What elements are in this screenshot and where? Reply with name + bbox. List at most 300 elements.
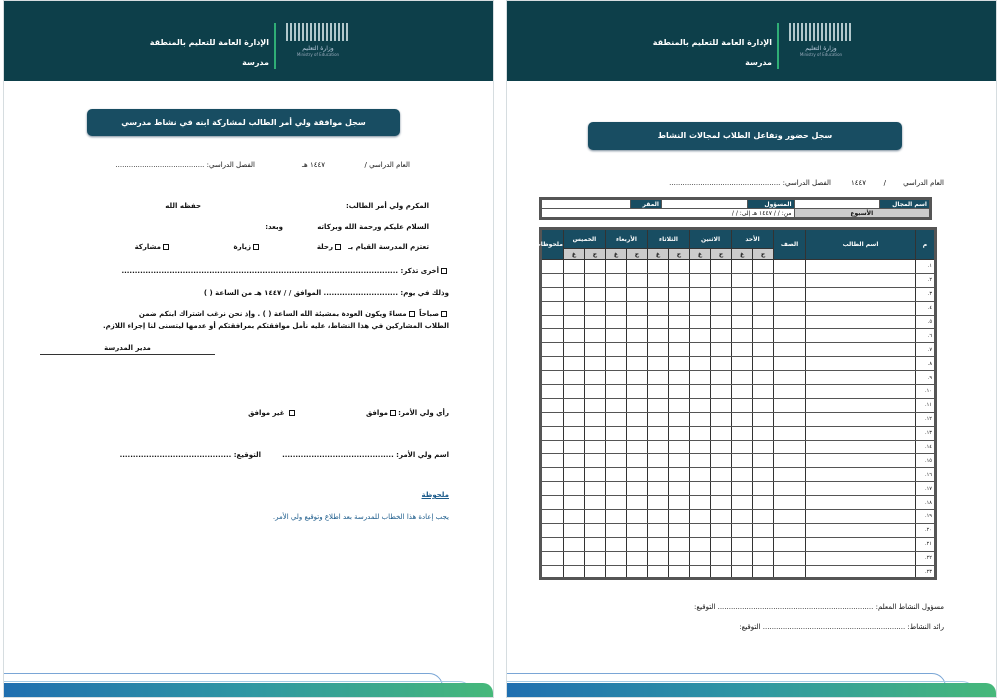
table-cell[interactable] (710, 551, 731, 565)
table-cell[interactable] (774, 482, 806, 496)
table-cell[interactable] (563, 468, 584, 482)
table-cell[interactable] (626, 412, 647, 426)
table-cell[interactable] (753, 537, 774, 551)
table-cell[interactable] (689, 426, 710, 440)
table-cell[interactable] (710, 329, 731, 343)
table-cell[interactable] (584, 301, 605, 315)
term-field[interactable]: الفصل الدراسي: ........................................ (115, 161, 255, 169)
table-cell[interactable] (710, 371, 731, 385)
table-cell[interactable] (626, 523, 647, 537)
table-cell[interactable] (626, 357, 647, 371)
table-cell[interactable] (710, 496, 731, 510)
table-cell[interactable] (689, 537, 710, 551)
table-cell[interactable] (753, 551, 774, 565)
leader-signature-line[interactable]: رائد النشاط: ................................................................ التوقيع: (739, 623, 944, 631)
table-cell[interactable] (710, 468, 731, 482)
table-cell[interactable] (647, 385, 668, 399)
table-cell[interactable] (806, 510, 916, 524)
table-cell[interactable] (605, 412, 626, 426)
checkbox[interactable] (289, 410, 295, 416)
table-cell[interactable] (689, 468, 710, 482)
table-cell[interactable] (605, 357, 626, 371)
table-cell[interactable] (541, 510, 564, 524)
option-disagree[interactable] (248, 409, 297, 417)
table-cell[interactable] (668, 510, 689, 524)
table-cell[interactable] (806, 287, 916, 301)
table-cell[interactable] (753, 426, 774, 440)
table-cell[interactable] (689, 343, 710, 357)
table-cell[interactable] (731, 468, 752, 482)
table-cell[interactable] (605, 398, 626, 412)
table-cell[interactable] (541, 454, 564, 468)
table-cell[interactable] (541, 426, 564, 440)
table-cell[interactable] (626, 496, 647, 510)
table-cell[interactable] (806, 468, 916, 482)
table-cell[interactable] (731, 315, 752, 329)
signature-field[interactable]: التوقيع: .......................................... (119, 451, 261, 459)
table-cell[interactable] (563, 426, 584, 440)
table-cell[interactable] (541, 468, 564, 482)
table-cell[interactable] (806, 412, 916, 426)
table-cell[interactable] (626, 454, 647, 468)
table-cell[interactable] (689, 301, 710, 315)
table-cell[interactable] (753, 287, 774, 301)
table-cell[interactable] (753, 343, 774, 357)
table-cell[interactable] (731, 551, 752, 565)
table-cell[interactable] (753, 398, 774, 412)
table-cell[interactable] (563, 315, 584, 329)
table-cell[interactable] (563, 412, 584, 426)
time-line[interactable] (139, 310, 449, 318)
table-cell[interactable] (753, 510, 774, 524)
table-cell[interactable] (647, 412, 668, 426)
table-cell[interactable] (563, 523, 584, 537)
table-cell[interactable] (689, 523, 710, 537)
table-cell[interactable] (710, 510, 731, 524)
table-cell[interactable] (626, 468, 647, 482)
table-cell[interactable] (584, 287, 605, 301)
table-cell[interactable] (731, 454, 752, 468)
table-cell[interactable] (605, 496, 626, 510)
table-cell[interactable] (731, 510, 752, 524)
table-cell[interactable] (774, 496, 806, 510)
table-cell[interactable] (689, 482, 710, 496)
table-cell[interactable] (731, 496, 752, 510)
table-cell[interactable] (806, 371, 916, 385)
table-cell[interactable] (806, 454, 916, 468)
table-cell[interactable] (668, 468, 689, 482)
table-cell[interactable] (541, 329, 564, 343)
table-cell[interactable] (806, 482, 916, 496)
table-cell[interactable] (774, 510, 806, 524)
table-cell[interactable] (626, 551, 647, 565)
table-cell[interactable] (541, 496, 564, 510)
table-cell[interactable] (605, 426, 626, 440)
option-participation[interactable] (135, 243, 171, 251)
table-cell[interactable] (647, 398, 668, 412)
table-cell[interactable] (668, 440, 689, 454)
table-cell[interactable] (710, 398, 731, 412)
table-cell[interactable] (731, 385, 752, 399)
table-cell[interactable] (605, 287, 626, 301)
checkbox[interactable] (335, 244, 341, 250)
table-cell[interactable] (731, 287, 752, 301)
table-cell[interactable] (806, 426, 916, 440)
table-cell[interactable] (668, 426, 689, 440)
table-cell[interactable] (774, 357, 806, 371)
table-cell[interactable] (605, 565, 626, 579)
table-cell[interactable] (774, 315, 806, 329)
table-cell[interactable] (689, 551, 710, 565)
checkbox[interactable] (409, 311, 415, 317)
table-cell[interactable] (806, 385, 916, 399)
table-cell[interactable] (626, 343, 647, 357)
table-cell[interactable] (668, 273, 689, 287)
field-input[interactable] (794, 199, 880, 209)
table-cell[interactable] (647, 260, 668, 274)
table-cell[interactable] (584, 537, 605, 551)
table-cell[interactable] (710, 273, 731, 287)
table-cell[interactable] (668, 260, 689, 274)
table-cell[interactable] (774, 343, 806, 357)
table-cell[interactable] (753, 565, 774, 579)
table-cell[interactable] (710, 315, 731, 329)
table-cell[interactable] (668, 301, 689, 315)
table-cell[interactable] (584, 523, 605, 537)
table-cell[interactable] (806, 329, 916, 343)
table-cell[interactable] (731, 398, 752, 412)
table-cell[interactable] (806, 565, 916, 579)
table-cell[interactable] (710, 412, 731, 426)
table-cell[interactable] (806, 301, 916, 315)
table-cell[interactable] (668, 371, 689, 385)
table-cell[interactable] (753, 371, 774, 385)
table-cell[interactable] (731, 260, 752, 274)
table-cell[interactable] (668, 551, 689, 565)
table-cell[interactable] (647, 468, 668, 482)
table-cell[interactable] (605, 260, 626, 274)
table-cell[interactable] (541, 537, 564, 551)
table-cell[interactable] (605, 371, 626, 385)
table-cell[interactable] (584, 468, 605, 482)
table-cell[interactable] (668, 385, 689, 399)
table-cell[interactable] (668, 496, 689, 510)
table-cell[interactable] (563, 537, 584, 551)
table-cell[interactable] (668, 412, 689, 426)
table-cell[interactable] (605, 537, 626, 551)
table-cell[interactable] (563, 329, 584, 343)
table-cell[interactable] (668, 398, 689, 412)
table-cell[interactable] (584, 357, 605, 371)
table-cell[interactable] (774, 371, 806, 385)
table-cell[interactable] (626, 398, 647, 412)
table-cell[interactable] (689, 398, 710, 412)
checkbox[interactable] (441, 311, 447, 317)
table-cell[interactable] (647, 343, 668, 357)
table-cell[interactable] (541, 260, 564, 274)
table-cell[interactable] (774, 329, 806, 343)
table-cell[interactable] (689, 287, 710, 301)
table-cell[interactable] (689, 412, 710, 426)
table-cell[interactable] (584, 343, 605, 357)
table-cell[interactable] (689, 357, 710, 371)
table-cell[interactable] (563, 385, 584, 399)
table-cell[interactable] (689, 565, 710, 579)
table-cell[interactable] (605, 343, 626, 357)
table-cell[interactable] (753, 315, 774, 329)
table-cell[interactable] (541, 398, 564, 412)
table-cell[interactable] (753, 260, 774, 274)
table-cell[interactable] (584, 273, 605, 287)
table-cell[interactable] (731, 523, 752, 537)
table-cell[interactable] (753, 468, 774, 482)
option-trip[interactable] (317, 243, 343, 251)
table-cell[interactable] (605, 468, 626, 482)
table-cell[interactable] (731, 273, 752, 287)
table-cell[interactable] (563, 273, 584, 287)
table-cell[interactable] (774, 398, 806, 412)
table-cell[interactable] (731, 412, 752, 426)
table-cell[interactable] (710, 523, 731, 537)
table-cell[interactable] (753, 523, 774, 537)
table-cell[interactable] (541, 301, 564, 315)
table-cell[interactable] (753, 273, 774, 287)
table-cell[interactable] (774, 273, 806, 287)
table-cell[interactable] (626, 385, 647, 399)
table-cell[interactable] (541, 287, 564, 301)
table-cell[interactable] (563, 510, 584, 524)
table-cell[interactable] (647, 329, 668, 343)
table-cell[interactable] (605, 315, 626, 329)
checkbox[interactable] (441, 268, 447, 274)
table-cell[interactable] (584, 315, 605, 329)
table-cell[interactable] (647, 551, 668, 565)
table-cell[interactable] (710, 454, 731, 468)
table-cell[interactable] (753, 357, 774, 371)
table-cell[interactable] (626, 273, 647, 287)
table-cell[interactable] (584, 412, 605, 426)
table-cell[interactable] (541, 343, 564, 357)
table-cell[interactable] (668, 315, 689, 329)
table-cell[interactable] (541, 385, 564, 399)
table-cell[interactable] (710, 482, 731, 496)
table-cell[interactable] (731, 329, 752, 343)
table-cell[interactable] (710, 343, 731, 357)
table-cell[interactable] (626, 260, 647, 274)
table-cell[interactable] (689, 315, 710, 329)
table-cell[interactable] (647, 315, 668, 329)
table-cell[interactable] (774, 468, 806, 482)
table-cell[interactable] (731, 343, 752, 357)
table-cell[interactable] (541, 357, 564, 371)
table-cell[interactable] (647, 371, 668, 385)
table-cell[interactable] (605, 482, 626, 496)
table-cell[interactable] (689, 496, 710, 510)
table-cell[interactable] (806, 273, 916, 287)
table-cell[interactable] (710, 301, 731, 315)
table-cell[interactable] (668, 287, 689, 301)
table-cell[interactable] (584, 371, 605, 385)
table-cell[interactable] (584, 482, 605, 496)
table-cell[interactable] (563, 398, 584, 412)
option-other[interactable] (121, 267, 449, 275)
table-cell[interactable] (806, 343, 916, 357)
option-agree[interactable] (366, 409, 398, 417)
table-cell[interactable] (731, 537, 752, 551)
table-cell[interactable] (647, 565, 668, 579)
table-cell[interactable] (563, 371, 584, 385)
table-cell[interactable] (689, 371, 710, 385)
table-cell[interactable] (731, 371, 752, 385)
table-cell[interactable] (626, 301, 647, 315)
table-cell[interactable] (584, 398, 605, 412)
table-cell[interactable] (563, 260, 584, 274)
table-cell[interactable] (541, 565, 564, 579)
table-cell[interactable] (774, 537, 806, 551)
table-cell[interactable] (668, 343, 689, 357)
table-cell[interactable] (647, 287, 668, 301)
table-cell[interactable] (689, 273, 710, 287)
table-cell[interactable] (563, 301, 584, 315)
table-cell[interactable] (710, 537, 731, 551)
table-cell[interactable] (647, 537, 668, 551)
table-cell[interactable] (806, 260, 916, 274)
table-cell[interactable] (774, 260, 806, 274)
table-cell[interactable] (668, 565, 689, 579)
teacher-signature-line[interactable]: مسؤول النشاط المعلم: ...................................................................... التوقيع: (694, 603, 944, 611)
table-cell[interactable] (731, 565, 752, 579)
table-cell[interactable] (541, 523, 564, 537)
table-cell[interactable] (605, 329, 626, 343)
table-cell[interactable] (584, 551, 605, 565)
table-cell[interactable] (584, 426, 605, 440)
table-cell[interactable] (774, 565, 806, 579)
table-cell[interactable] (647, 273, 668, 287)
table-cell[interactable] (541, 440, 564, 454)
table-cell[interactable] (605, 273, 626, 287)
table-cell[interactable] (731, 426, 752, 440)
table-cell[interactable] (563, 440, 584, 454)
table-cell[interactable] (774, 551, 806, 565)
option-visit[interactable] (234, 243, 261, 251)
table-cell[interactable] (753, 454, 774, 468)
table-cell[interactable] (605, 301, 626, 315)
responsible-input[interactable] (661, 199, 747, 209)
table-cell[interactable] (605, 510, 626, 524)
table-cell[interactable] (605, 523, 626, 537)
table-cell[interactable] (731, 357, 752, 371)
table-cell[interactable] (710, 565, 731, 579)
table-cell[interactable] (563, 551, 584, 565)
date-line[interactable]: وذلك في يوم: ............................ الموافق / / ١٤٤٧ هـ من الساعة ( ) (203, 289, 449, 297)
table-cell[interactable] (668, 537, 689, 551)
table-cell[interactable] (806, 440, 916, 454)
table-cell[interactable] (584, 385, 605, 399)
table-cell[interactable] (626, 287, 647, 301)
table-cell[interactable] (753, 482, 774, 496)
table-cell[interactable] (541, 273, 564, 287)
table-cell[interactable] (774, 523, 806, 537)
table-cell[interactable] (774, 440, 806, 454)
table-cell[interactable] (626, 371, 647, 385)
table-cell[interactable] (563, 482, 584, 496)
table-cell[interactable] (647, 426, 668, 440)
table-cell[interactable] (710, 426, 731, 440)
table-cell[interactable] (626, 426, 647, 440)
table-cell[interactable] (541, 315, 564, 329)
table-cell[interactable] (605, 551, 626, 565)
table-cell[interactable] (668, 329, 689, 343)
table-cell[interactable] (753, 440, 774, 454)
table-cell[interactable] (626, 510, 647, 524)
table-cell[interactable] (689, 440, 710, 454)
table-cell[interactable] (626, 329, 647, 343)
table-cell[interactable] (647, 482, 668, 496)
table-cell[interactable] (563, 287, 584, 301)
checkbox[interactable] (163, 244, 169, 250)
table-cell[interactable] (806, 398, 916, 412)
table-cell[interactable] (731, 440, 752, 454)
table-cell[interactable] (668, 357, 689, 371)
table-cell[interactable] (605, 454, 626, 468)
checkbox[interactable] (253, 244, 259, 250)
table-cell[interactable] (774, 412, 806, 426)
table-cell[interactable] (774, 385, 806, 399)
table-cell[interactable] (584, 260, 605, 274)
table-cell[interactable] (731, 301, 752, 315)
table-cell[interactable] (563, 343, 584, 357)
table-cell[interactable] (806, 357, 916, 371)
table-cell[interactable] (753, 301, 774, 315)
table-cell[interactable] (668, 523, 689, 537)
week-date-range[interactable]: من: / / ١٤٤٧ هـ إلى: / / (541, 209, 795, 219)
table-cell[interactable] (689, 510, 710, 524)
table-cell[interactable] (806, 496, 916, 510)
table-cell[interactable] (541, 371, 564, 385)
table-cell[interactable] (541, 412, 564, 426)
table-cell[interactable] (647, 454, 668, 468)
table-cell[interactable] (563, 496, 584, 510)
table-cell[interactable] (806, 551, 916, 565)
table-cell[interactable] (563, 565, 584, 579)
table-cell[interactable] (753, 496, 774, 510)
table-cell[interactable] (584, 454, 605, 468)
table-cell[interactable] (647, 523, 668, 537)
table-cell[interactable] (710, 260, 731, 274)
table-cell[interactable] (806, 315, 916, 329)
table-cell[interactable] (647, 496, 668, 510)
other-field[interactable]: أخرى تذكر: ........................................................................................................ (121, 267, 439, 275)
table-cell[interactable] (584, 440, 605, 454)
table-cell[interactable] (689, 329, 710, 343)
table-cell[interactable] (626, 537, 647, 551)
table-cell[interactable] (605, 385, 626, 399)
table-cell[interactable] (774, 287, 806, 301)
table-cell[interactable] (689, 260, 710, 274)
table-cell[interactable] (710, 287, 731, 301)
table-cell[interactable] (668, 454, 689, 468)
table-cell[interactable] (584, 329, 605, 343)
table-cell[interactable] (541, 551, 564, 565)
table-cell[interactable] (563, 357, 584, 371)
table-cell[interactable] (626, 482, 647, 496)
table-cell[interactable] (774, 426, 806, 440)
table-cell[interactable] (668, 482, 689, 496)
table-cell[interactable] (753, 412, 774, 426)
table-cell[interactable] (605, 440, 626, 454)
table-cell[interactable] (647, 440, 668, 454)
table-cell[interactable] (689, 385, 710, 399)
